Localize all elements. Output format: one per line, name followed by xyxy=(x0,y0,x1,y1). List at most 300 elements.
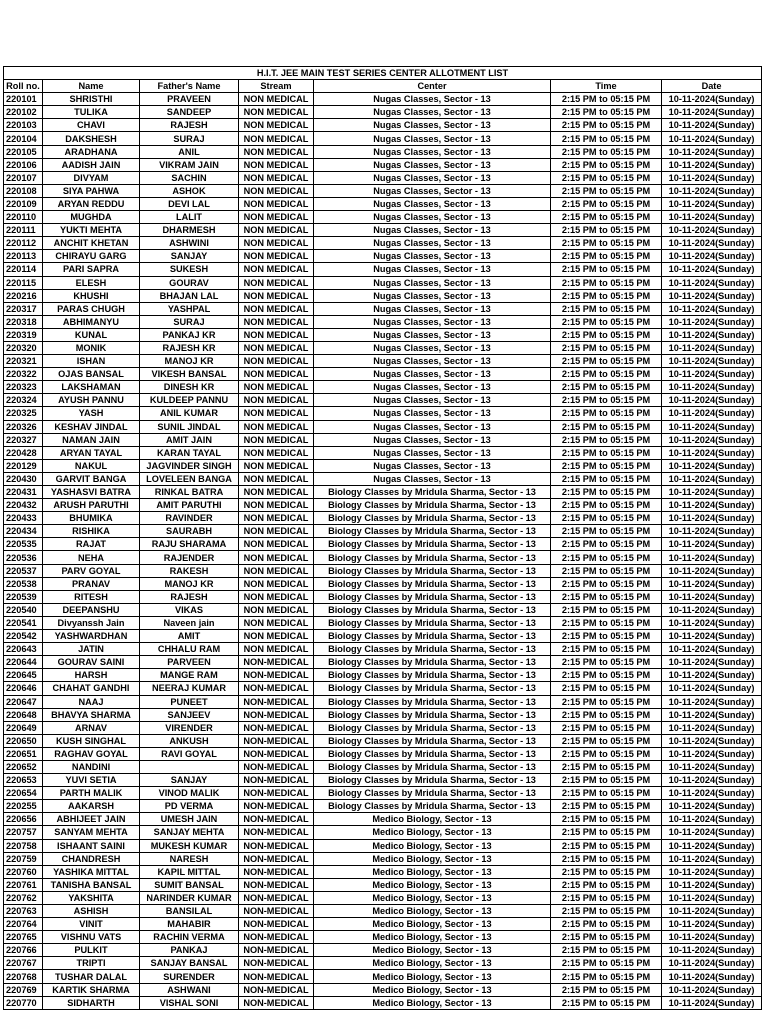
cell-fathers-name: ASHWINI xyxy=(140,237,239,250)
cell-time: 2:15 PM to 05:15 PM xyxy=(551,774,662,787)
cell-date: 10-11-2024(Sunday) xyxy=(662,996,762,1009)
cell-roll-no: 220216 xyxy=(4,289,43,302)
table-row xyxy=(4,197,762,210)
cell-date: 10-11-2024(Sunday) xyxy=(662,315,762,328)
cell-fathers-name: KULDEEP PANNU xyxy=(140,394,239,407)
cell-time: 2:15 PM to 05:15 PM xyxy=(551,734,662,747)
cell-date: 10-11-2024(Sunday) xyxy=(662,577,762,590)
cell-time: 2:15 PM to 05:15 PM xyxy=(551,813,662,826)
cell-stream: NON-MEDICAL xyxy=(239,996,314,1009)
cell-center: Nugas Classes, Sector - 13 xyxy=(314,289,551,302)
cell-roll-no: 220111 xyxy=(4,224,43,237)
table-row xyxy=(4,983,762,996)
table-row xyxy=(4,682,762,695)
cell-stream: NON-MEDICAL xyxy=(239,891,314,904)
cell-time: 2:15 PM to 05:15 PM xyxy=(551,957,662,970)
cell-date: 10-11-2024(Sunday) xyxy=(662,944,762,957)
cell-stream: NON-MEDICAL xyxy=(239,721,314,734)
cell-name: KHUSHI xyxy=(43,289,140,302)
cell-center: Nugas Classes, Sector - 13 xyxy=(314,368,551,381)
cell-date: 10-11-2024(Sunday) xyxy=(662,800,762,813)
cell-fathers-name: GOURAV xyxy=(140,276,239,289)
cell-date: 10-11-2024(Sunday) xyxy=(662,669,762,682)
cell-roll-no: 220644 xyxy=(4,656,43,669)
cell-name: YAKSHITA xyxy=(43,891,140,904)
cell-date: 10-11-2024(Sunday) xyxy=(662,813,762,826)
cell-date: 10-11-2024(Sunday) xyxy=(662,852,762,865)
table-row xyxy=(4,132,762,145)
cell-roll-no: 220104 xyxy=(4,132,43,145)
cell-time: 2:15 PM to 05:15 PM xyxy=(551,616,662,629)
cell-stream: NON-MEDICAL xyxy=(239,983,314,996)
cell-fathers-name: CHHALU RAM xyxy=(140,643,239,656)
cell-stream: NON-MEDICAL xyxy=(239,970,314,983)
cell-stream: NON-MEDICAL xyxy=(239,682,314,695)
cell-roll-no: 220114 xyxy=(4,263,43,276)
cell-roll-no: 220645 xyxy=(4,669,43,682)
cell-roll-no: 220255 xyxy=(4,800,43,813)
cell-time: 2:15 PM to 05:15 PM xyxy=(551,119,662,132)
cell-center: Biology Classes by Mridula Sharma, Sector - 13 xyxy=(314,512,551,525)
cell-center: Medico Biology, Sector - 13 xyxy=(314,891,551,904)
cell-fathers-name: LALIT xyxy=(140,211,239,224)
cell-roll-no: 220323 xyxy=(4,381,43,394)
allotment-sheet xyxy=(3,66,761,1010)
cell-stream: NON MEDICAL xyxy=(239,603,314,616)
cell-date: 10-11-2024(Sunday) xyxy=(662,891,762,904)
cell-name: PRANAV xyxy=(43,577,140,590)
cell-date: 10-11-2024(Sunday) xyxy=(662,970,762,983)
cell-roll-no: 220541 xyxy=(4,616,43,629)
table-row xyxy=(4,158,762,171)
cell-name: KUSH SINGHAL xyxy=(43,734,140,747)
cell-fathers-name: LOVELEEN BANGA xyxy=(140,472,239,485)
cell-center: Nugas Classes, Sector - 13 xyxy=(314,394,551,407)
cell-roll-no: 220763 xyxy=(4,905,43,918)
table-row xyxy=(4,472,762,485)
cell-fathers-name: KAPIL MITTAL xyxy=(140,865,239,878)
cell-fathers-name: RAJESH KR xyxy=(140,341,239,354)
cell-stream: NON MEDICAL xyxy=(239,381,314,394)
cell-name: YASHASVI BATRA xyxy=(43,486,140,499)
table-row xyxy=(4,760,762,773)
cell-roll-no: 220759 xyxy=(4,852,43,865)
cell-stream: NON-MEDICAL xyxy=(239,918,314,931)
cell-stream: NON-MEDICAL xyxy=(239,708,314,721)
table-row xyxy=(4,603,762,616)
cell-time: 2:15 PM to 05:15 PM xyxy=(551,289,662,302)
cell-date: 10-11-2024(Sunday) xyxy=(662,119,762,132)
cell-center: Biology Classes by Mridula Sharma, Sector - 13 xyxy=(314,577,551,590)
cell-time: 2:15 PM to 05:15 PM xyxy=(551,381,662,394)
cell-time: 2:15 PM to 05:15 PM xyxy=(551,983,662,996)
cell-center: Medico Biology, Sector - 13 xyxy=(314,865,551,878)
cell-time: 2:15 PM to 05:15 PM xyxy=(551,302,662,315)
cell-center: Biology Classes by Mridula Sharma, Sector - 13 xyxy=(314,708,551,721)
table-row xyxy=(4,538,762,551)
cell-stream: NON MEDICAL xyxy=(239,538,314,551)
cell-roll-no: 220325 xyxy=(4,407,43,420)
cell-time: 2:15 PM to 05:15 PM xyxy=(551,237,662,250)
cell-date: 10-11-2024(Sunday) xyxy=(662,905,762,918)
cell-fathers-name: KARAN TAYAL xyxy=(140,446,239,459)
cell-roll-no: 220324 xyxy=(4,394,43,407)
cell-name: NAAJ xyxy=(43,695,140,708)
table-row xyxy=(4,813,762,826)
cell-fathers-name: PRAVEEN xyxy=(140,93,239,106)
cell-stream: NON MEDICAL xyxy=(239,499,314,512)
cell-stream: NON-MEDICAL xyxy=(239,944,314,957)
cell-date: 10-11-2024(Sunday) xyxy=(662,472,762,485)
cell-date: 10-11-2024(Sunday) xyxy=(662,341,762,354)
cell-fathers-name: MANGE RAM xyxy=(140,669,239,682)
allotment-table xyxy=(3,66,762,1010)
cell-roll-no: 220112 xyxy=(4,237,43,250)
cell-center: Nugas Classes, Sector - 13 xyxy=(314,459,551,472)
cell-date: 10-11-2024(Sunday) xyxy=(662,603,762,616)
cell-name: KESHAV JINDAL xyxy=(43,420,140,433)
cell-stream: NON MEDICAL xyxy=(239,551,314,564)
cell-fathers-name: PUNEET xyxy=(140,695,239,708)
table-row xyxy=(4,420,762,433)
cell-fathers-name: DINESH KR xyxy=(140,381,239,394)
table-row xyxy=(4,734,762,747)
cell-stream: NON MEDICAL xyxy=(239,341,314,354)
cell-time: 2:15 PM to 05:15 PM xyxy=(551,878,662,891)
cell-time: 2:15 PM to 05:15 PM xyxy=(551,197,662,210)
cell-time: 2:15 PM to 05:15 PM xyxy=(551,525,662,538)
cell-roll-no: 220536 xyxy=(4,551,43,564)
cell-stream: NON-MEDICAL xyxy=(239,826,314,839)
cell-time: 2:15 PM to 05:15 PM xyxy=(551,446,662,459)
cell-time: 2:15 PM to 05:15 PM xyxy=(551,630,662,643)
cell-fathers-name: ASHOK xyxy=(140,184,239,197)
cell-center: Nugas Classes, Sector - 13 xyxy=(314,145,551,158)
cell-time: 2:15 PM to 05:15 PM xyxy=(551,420,662,433)
cell-name: CHAHAT GANDHI xyxy=(43,682,140,695)
cell-fathers-name: AMIT JAIN xyxy=(140,433,239,446)
cell-roll-no: 220758 xyxy=(4,839,43,852)
cell-date: 10-11-2024(Sunday) xyxy=(662,656,762,669)
cell-center: Nugas Classes, Sector - 13 xyxy=(314,407,551,420)
cell-time: 2:15 PM to 05:15 PM xyxy=(551,132,662,145)
table-row xyxy=(4,459,762,472)
cell-center: Biology Classes by Mridula Sharma, Sector - 13 xyxy=(314,800,551,813)
cell-center: Nugas Classes, Sector - 13 xyxy=(314,132,551,145)
cell-name: ARNAV xyxy=(43,721,140,734)
cell-roll-no: 220654 xyxy=(4,787,43,800)
cell-date: 10-11-2024(Sunday) xyxy=(662,171,762,184)
cell-time: 2:15 PM to 05:15 PM xyxy=(551,603,662,616)
cell-name: TUSHAR DALAL xyxy=(43,970,140,983)
cell-stream: NON MEDICAL xyxy=(239,250,314,263)
cell-date: 10-11-2024(Sunday) xyxy=(662,512,762,525)
cell-fathers-name: SURENDER xyxy=(140,970,239,983)
table-row xyxy=(4,486,762,499)
cell-stream: NON-MEDICAL xyxy=(239,734,314,747)
cell-roll-no: 220115 xyxy=(4,276,43,289)
cell-center: Biology Classes by Mridula Sharma, Sector - 13 xyxy=(314,695,551,708)
cell-time: 2:15 PM to 05:15 PM xyxy=(551,944,662,957)
cell-roll-no: 220109 xyxy=(4,197,43,210)
table-row xyxy=(4,891,762,904)
table-row xyxy=(4,852,762,865)
cell-stream: NON-MEDICAL xyxy=(239,656,314,669)
cell-fathers-name: VIKESH BANSAL xyxy=(140,368,239,381)
cell-date: 10-11-2024(Sunday) xyxy=(662,826,762,839)
cell-center: Medico Biology, Sector - 13 xyxy=(314,983,551,996)
cell-fathers-name: RAJENDER xyxy=(140,551,239,564)
cell-center: Nugas Classes, Sector - 13 xyxy=(314,433,551,446)
cell-roll-no: 220326 xyxy=(4,420,43,433)
cell-name: AADISH JAIN xyxy=(43,158,140,171)
cell-stream: NON MEDICAL xyxy=(239,394,314,407)
cell-center: Nugas Classes, Sector - 13 xyxy=(314,211,551,224)
cell-center: Nugas Classes, Sector - 13 xyxy=(314,355,551,368)
cell-time: 2:15 PM to 05:15 PM xyxy=(551,577,662,590)
cell-time: 2:15 PM to 05:15 PM xyxy=(551,708,662,721)
cell-name: ISHAN xyxy=(43,355,140,368)
cell-name: ARYAN TAYAL xyxy=(43,446,140,459)
cell-center: Nugas Classes, Sector - 13 xyxy=(314,250,551,263)
table-row xyxy=(4,525,762,538)
cell-name: NANDINI xyxy=(43,760,140,773)
cell-fathers-name: PANKAJ KR xyxy=(140,328,239,341)
table-row xyxy=(4,237,762,250)
table-row xyxy=(4,93,762,106)
cell-name: OJAS BANSAL xyxy=(43,368,140,381)
table-row xyxy=(4,289,762,302)
cell-roll-no: 220319 xyxy=(4,328,43,341)
cell-center: Nugas Classes, Sector - 13 xyxy=(314,224,551,237)
cell-time: 2:15 PM to 05:15 PM xyxy=(551,184,662,197)
table-row xyxy=(4,944,762,957)
cell-name: HARSH xyxy=(43,669,140,682)
cell-roll-no: 220322 xyxy=(4,368,43,381)
cell-fathers-name: VIKRAM JAIN xyxy=(140,158,239,171)
cell-date: 10-11-2024(Sunday) xyxy=(662,276,762,289)
cell-fathers-name: RINKAL BATRA xyxy=(140,486,239,499)
cell-name: ARUSH PARUTHI xyxy=(43,499,140,512)
cell-stream: NON MEDICAL xyxy=(239,315,314,328)
cell-fathers-name: RAVINDER xyxy=(140,512,239,525)
table-row xyxy=(4,878,762,891)
cell-fathers-name: SANJAY BANSAL xyxy=(140,957,239,970)
cell-center: Biology Classes by Mridula Sharma, Sector - 13 xyxy=(314,643,551,656)
title-row xyxy=(4,67,762,80)
cell-roll-no: 220766 xyxy=(4,944,43,957)
cell-stream: NON-MEDICAL xyxy=(239,695,314,708)
cell-center: Biology Classes by Mridula Sharma, Sector - 13 xyxy=(314,551,551,564)
table-row xyxy=(4,787,762,800)
cell-name: TULIKA xyxy=(43,106,140,119)
cell-center: Nugas Classes, Sector - 13 xyxy=(314,171,551,184)
cell-fathers-name: RAJESH xyxy=(140,119,239,132)
cell-date: 10-11-2024(Sunday) xyxy=(662,787,762,800)
cell-stream: NON MEDICAL xyxy=(239,93,314,106)
cell-stream: NON MEDICAL xyxy=(239,263,314,276)
cell-time: 2:15 PM to 05:15 PM xyxy=(551,263,662,276)
table-row xyxy=(4,695,762,708)
cell-roll-no: 220770 xyxy=(4,996,43,1009)
cell-name: GARVIT BANGA xyxy=(43,472,140,485)
cell-date: 10-11-2024(Sunday) xyxy=(662,931,762,944)
cell-center: Biology Classes by Mridula Sharma, Sector - 13 xyxy=(314,787,551,800)
table-row xyxy=(4,184,762,197)
cell-date: 10-11-2024(Sunday) xyxy=(662,145,762,158)
cell-name: RISHIKA xyxy=(43,525,140,538)
cell-name: MONIK xyxy=(43,341,140,354)
cell-roll-no: 220320 xyxy=(4,341,43,354)
table-row xyxy=(4,957,762,970)
cell-roll-no: 220646 xyxy=(4,682,43,695)
table-row xyxy=(4,747,762,760)
cell-stream: NON MEDICAL xyxy=(239,211,314,224)
cell-stream: NON MEDICAL xyxy=(239,512,314,525)
cell-stream: NON MEDICAL xyxy=(239,328,314,341)
cell-stream: NON MEDICAL xyxy=(239,237,314,250)
cell-date: 10-11-2024(Sunday) xyxy=(662,459,762,472)
cell-stream: NON MEDICAL xyxy=(239,184,314,197)
cell-roll-no: 220650 xyxy=(4,734,43,747)
cell-center: Biology Classes by Mridula Sharma, Sector - 13 xyxy=(314,669,551,682)
cell-center: Medico Biology, Sector - 13 xyxy=(314,931,551,944)
cell-roll-no: 220651 xyxy=(4,747,43,760)
cell-name: PARAS CHUGH xyxy=(43,302,140,315)
cell-center: Nugas Classes, Sector - 13 xyxy=(314,381,551,394)
cell-fathers-name: ANKUSH xyxy=(140,734,239,747)
cell-center: Biology Classes by Mridula Sharma, Sector - 13 xyxy=(314,682,551,695)
cell-date: 10-11-2024(Sunday) xyxy=(662,211,762,224)
cell-roll-no: 220106 xyxy=(4,158,43,171)
table-row xyxy=(4,106,762,119)
cell-name: BHUMIKA xyxy=(43,512,140,525)
cell-date: 10-11-2024(Sunday) xyxy=(662,394,762,407)
cell-time: 2:15 PM to 05:15 PM xyxy=(551,328,662,341)
cell-date: 10-11-2024(Sunday) xyxy=(662,538,762,551)
cell-name: YASHWARDHAN xyxy=(43,630,140,643)
cell-date: 10-11-2024(Sunday) xyxy=(662,446,762,459)
cell-fathers-name: SANJAY xyxy=(140,250,239,263)
cell-fathers-name: PD VERMA xyxy=(140,800,239,813)
cell-name: VINIT xyxy=(43,918,140,931)
cell-name: GOURAV SAINI xyxy=(43,656,140,669)
table-row xyxy=(4,616,762,629)
cell-roll-no: 220113 xyxy=(4,250,43,263)
cell-time: 2:15 PM to 05:15 PM xyxy=(551,276,662,289)
cell-center: Nugas Classes, Sector - 13 xyxy=(314,93,551,106)
cell-stream: NON MEDICAL xyxy=(239,577,314,590)
cell-stream: NON MEDICAL xyxy=(239,302,314,315)
cell-roll-no: 220768 xyxy=(4,970,43,983)
cell-center: Nugas Classes, Sector - 13 xyxy=(314,302,551,315)
table-row xyxy=(4,302,762,315)
cell-stream: NON MEDICAL xyxy=(239,564,314,577)
cell-stream: NON MEDICAL xyxy=(239,132,314,145)
table-row xyxy=(4,446,762,459)
cell-center: Biology Classes by Mridula Sharma, Sector - 13 xyxy=(314,656,551,669)
cell-stream: NON-MEDICAL xyxy=(239,852,314,865)
cell-date: 10-11-2024(Sunday) xyxy=(662,734,762,747)
cell-date: 10-11-2024(Sunday) xyxy=(662,564,762,577)
table-row xyxy=(4,224,762,237)
cell-name: NEHA xyxy=(43,551,140,564)
table-row xyxy=(4,211,762,224)
cell-name: SIYA PAHWA xyxy=(43,184,140,197)
cell-date: 10-11-2024(Sunday) xyxy=(662,289,762,302)
cell-name: RITESH xyxy=(43,590,140,603)
cell-fathers-name: ANIL KUMAR xyxy=(140,407,239,420)
cell-name: CHAVI xyxy=(43,119,140,132)
cell-stream: NON MEDICAL xyxy=(239,459,314,472)
cell-roll-no: 220769 xyxy=(4,983,43,996)
cell-name: RAGHAV GOYAL xyxy=(43,747,140,760)
cell-stream: NON MEDICAL xyxy=(239,590,314,603)
cell-time: 2:15 PM to 05:15 PM xyxy=(551,394,662,407)
cell-stream: NON MEDICAL xyxy=(239,616,314,629)
cell-stream: NON MEDICAL xyxy=(239,171,314,184)
cell-time: 2:15 PM to 05:15 PM xyxy=(551,433,662,446)
cell-name: AAKARSH xyxy=(43,800,140,813)
cell-fathers-name: RAKESH xyxy=(140,564,239,577)
cell-date: 10-11-2024(Sunday) xyxy=(662,433,762,446)
cell-stream: NON MEDICAL xyxy=(239,472,314,485)
cell-name: PARTH MALIK xyxy=(43,787,140,800)
table-row xyxy=(4,381,762,394)
cell-fathers-name: SACHIN xyxy=(140,171,239,184)
cell-time: 2:15 PM to 05:15 PM xyxy=(551,158,662,171)
cell-fathers-name: VIRENDER xyxy=(140,721,239,734)
cell-roll-no: 220433 xyxy=(4,512,43,525)
cell-roll-no: 220762 xyxy=(4,891,43,904)
cell-date: 10-11-2024(Sunday) xyxy=(662,368,762,381)
cell-name: ANCHIT KHETAN xyxy=(43,237,140,250)
table-row xyxy=(4,263,762,276)
cell-fathers-name: YASHPAL xyxy=(140,302,239,315)
cell-time: 2:15 PM to 05:15 PM xyxy=(551,407,662,420)
cell-date: 10-11-2024(Sunday) xyxy=(662,407,762,420)
cell-name: ARYAN REDDU xyxy=(43,197,140,210)
cell-time: 2:15 PM to 05:15 PM xyxy=(551,341,662,354)
cell-date: 10-11-2024(Sunday) xyxy=(662,328,762,341)
cell-date: 10-11-2024(Sunday) xyxy=(662,250,762,263)
header-name: Name xyxy=(43,80,140,93)
cell-name: SIDHARTH xyxy=(43,996,140,1009)
cell-stream: NON MEDICAL xyxy=(239,119,314,132)
cell-date: 10-11-2024(Sunday) xyxy=(662,158,762,171)
cell-name: KARTIK SHARMA xyxy=(43,983,140,996)
cell-fathers-name: SANJAY MEHTA xyxy=(140,826,239,839)
cell-stream: NON MEDICAL xyxy=(239,224,314,237)
cell-fathers-name: RAVI GOYAL xyxy=(140,747,239,760)
cell-time: 2:15 PM to 05:15 PM xyxy=(551,656,662,669)
cell-roll-no: 220542 xyxy=(4,630,43,643)
cell-center: Medico Biology, Sector - 13 xyxy=(314,839,551,852)
cell-name: DEEPANSHU xyxy=(43,603,140,616)
cell-name: ABHIMANYU xyxy=(43,315,140,328)
cell-stream: NON MEDICAL xyxy=(239,407,314,420)
table-row xyxy=(4,643,762,656)
cell-roll-no: 220317 xyxy=(4,302,43,315)
table-row xyxy=(4,970,762,983)
cell-name: NAKUL xyxy=(43,459,140,472)
cell-name: ARADHANA xyxy=(43,145,140,158)
cell-time: 2:15 PM to 05:15 PM xyxy=(551,93,662,106)
cell-time: 2:15 PM to 05:15 PM xyxy=(551,865,662,878)
cell-fathers-name: RACHIN VERMA xyxy=(140,931,239,944)
cell-center: Biology Classes by Mridula Sharma, Sector - 13 xyxy=(314,525,551,538)
cell-name: KUNAL xyxy=(43,328,140,341)
